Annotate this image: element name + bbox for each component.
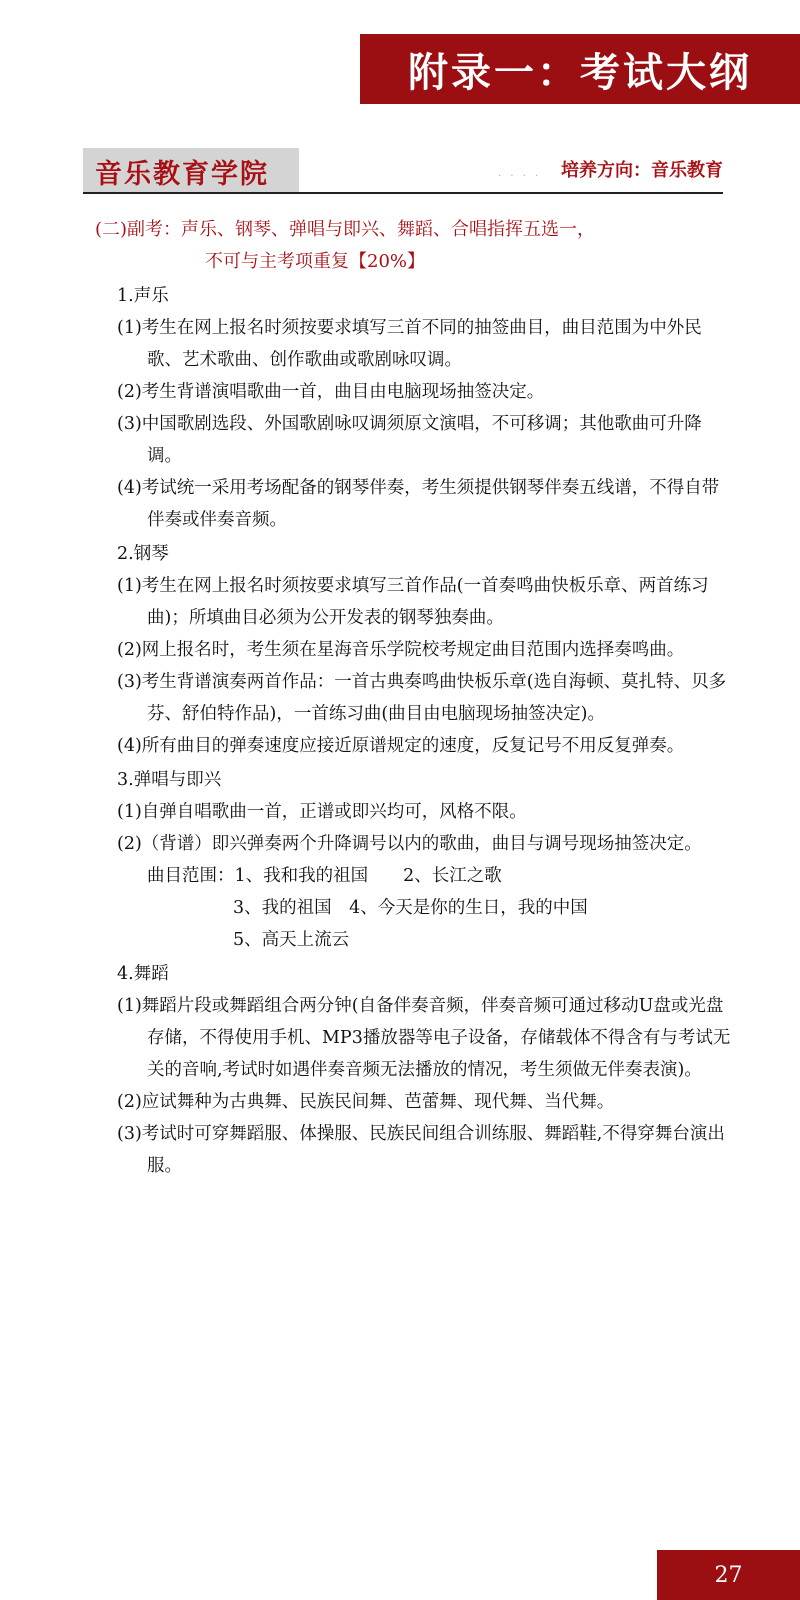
section-heading-vocal: 1.声乐 <box>117 286 169 306</box>
section-header <box>83 148 723 194</box>
song-range-row-2: 3、我的祖国 4、今天是你的生日，我的中国 <box>233 898 588 918</box>
section-heading-accompaniment: 3.弹唱与即兴 <box>117 770 222 790</box>
page-number-box <box>657 1550 800 1600</box>
dance-item-2: (2)应试舞种为古典舞、民族民间舞、芭蕾舞、现代舞、当代舞。 <box>117 1092 615 1112</box>
vocal-item-3: (3)中国歌剧选段、外国歌剧咏叹调须原文演唱，不可移调；其他歌曲可升降调。 <box>117 414 702 466</box>
training-direction: 培养方向：音乐教育 <box>561 160 723 181</box>
song-range-row-3: 5、高天上流云 <box>233 930 350 950</box>
piano-item-4: (4)所有曲目的弹奏速度应接近原谱规定的速度，反复记号不用反复弹奏。 <box>117 736 685 756</box>
vocal-item-2: (2)考生背谱演唱歌曲一首，曲目由电脑现场抽签决定。 <box>117 382 545 402</box>
intro-line-1: (二)副考：声乐、钢琴、弹唱与即兴、舞蹈、合唱指挥五选一， <box>95 219 596 240</box>
dance-item-3: (3)考试时可穿舞蹈服、体操服、民族民间组合训练服、舞蹈鞋,不得穿舞台演出服。 <box>117 1124 725 1176</box>
piano-item-3: (3)考生背谱演奏两首作品：一首古典奏鸣曲快板乐章(选自海顿、莫扎特、贝多芬、舒伯特作品)，一首练习曲(曲目由电脑现场抽签决定)。 <box>117 672 727 724</box>
banner-title: 附录一：考试大纲 <box>408 49 752 96</box>
piano-item-2: (2)网上报名时，考生须在星海音乐学院校考规定曲目范围内选择奏鸣曲。 <box>117 640 685 660</box>
accompaniment-item-2: (2)（背谱）即兴弹奏两个升降调号以内的歌曲，曲目与调号现场抽签决定。 <box>117 834 702 854</box>
piano-item-1: (1)考生在网上报名时须按要求填写三首作品(一首奏鸣曲快板乐章、两首练习曲)；所填曲目必须为公开发表的钢琴独奏曲。 <box>117 576 709 628</box>
exam-content <box>95 214 735 1182</box>
page-number: 27 <box>714 1562 743 1588</box>
intro-line-2: 不可与主考项重复【20%】 <box>205 251 426 272</box>
section-heading-dance: 4.舞蹈 <box>117 964 169 984</box>
section-heading-piano: 2.钢琴 <box>117 544 169 564</box>
accompaniment-item-1: (1)自弹自唱歌曲一首，正谱或即兴均可，风格不限。 <box>117 802 527 822</box>
vocal-item-4: (4)考试统一采用考场配备的钢琴伴奏，考生须提供钢琴伴奏五线谱，不得自带伴奏或伴奏音频。 <box>117 478 720 530</box>
appendix-banner <box>360 34 800 104</box>
dance-item-1: (1)舞蹈片段或舞蹈组合两分钟(自备伴奏音频，伴奏音频可通过移动U盘或光盘存储，不得使用手机、MP3播放器等电子设备，存储载体不得含有与考试无关的音响,考试时如遇伴奏音频无法播放的情况，考生须做无伴奏表演)。 <box>117 996 731 1080</box>
song-range-list <box>147 860 735 956</box>
section-dots: . . . . <box>498 168 542 179</box>
song-range-row-1: 曲目范围：1、我和我的祖国 2、长江之歌 <box>147 866 502 886</box>
vocal-item-1: (1)考生在网上报名时须按要求填写三首不同的抽签曲目，曲目范围为中外民歌、艺术歌曲、创作歌曲或歌剧咏叹调。 <box>117 318 702 370</box>
section-divider <box>83 192 723 194</box>
section-title: 音乐教育学院 <box>95 159 269 190</box>
subexam-intro <box>95 214 735 278</box>
